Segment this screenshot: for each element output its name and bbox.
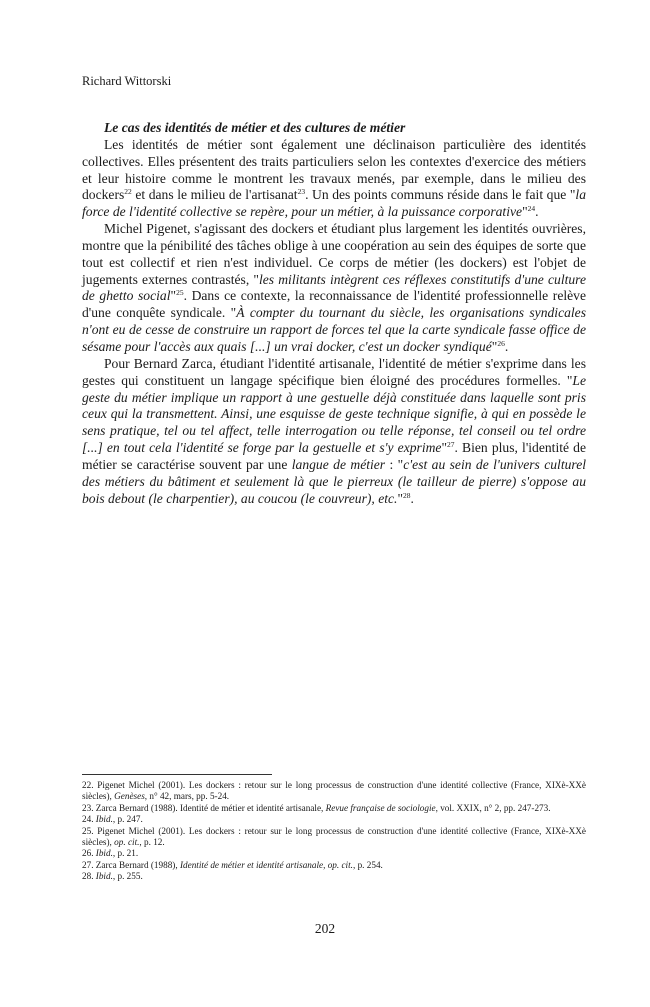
footnote-italic: op. cit.: [114, 837, 140, 848]
footnote-italic: Revue française de sociologie: [325, 802, 436, 813]
paragraph-italic: c'est au sein de l'univers culturel des métiers du bâtiment et seulement là que le pierreux (le tailleur de pierre) s'oppose au bois debout (le charpentier), au coucou (le couvreur), etc.: [82, 456, 587, 506]
footnote-ref: 23: [297, 187, 306, 197]
footnote-italic: Ibid.: [95, 848, 113, 859]
footnote-text: 26.: [82, 848, 96, 859]
paragraph-text: . Bien plus, l'identité de métier se caractérise souvent par une: [82, 440, 586, 472]
footnote-italic: Identité de métier et identité artisanale, op. cit.: [179, 859, 353, 870]
paragraph-text: : ": [385, 456, 404, 472]
footnote: [82, 848, 586, 859]
footnote: [82, 780, 586, 803]
paragraph-italic: langue de métier: [291, 456, 386, 472]
footnote-text: 22. Pigenet Michel (2001). Les dockers : retour sur le long processus de construction d'une identité collective (France, XIXè-XXè siècles),: [82, 780, 586, 802]
footnote-text: , p. 254.: [352, 859, 383, 870]
running-header-author: Richard Wittorski: [82, 74, 172, 88]
footnote-text: , vol. XXIX, n° 2, pp. 247-273.: [435, 802, 551, 813]
footnote-ref: 24: [527, 204, 536, 214]
paragraph: [82, 356, 586, 508]
footnote-text: , p. 255.: [112, 871, 143, 882]
footnote-separator: [82, 774, 272, 775]
footnote: [82, 871, 586, 882]
footnote: [82, 814, 586, 825]
footnotes-list: [82, 780, 586, 883]
body-text: [82, 120, 586, 507]
footnote-ref: 22: [124, 187, 132, 197]
paragraph: [82, 137, 586, 221]
paragraph-text: ": [441, 440, 448, 456]
footnote-text: 28.: [82, 871, 96, 882]
paragraph-text: Pour Bernard Zarca, étudiant l'identité artisanale, l'identité de métier s'exprime dans les gestes qui constituent un langage spécifique bien éloigné des procédures formelles. ": [82, 355, 586, 388]
footnote-text: , p. 12.: [139, 837, 165, 848]
paragraph-italic: la force de l'identité collective se repère, pour un métier, à la puissance corporative: [82, 187, 586, 220]
footnote-ref: 28: [403, 490, 411, 500]
footnote: [82, 803, 586, 814]
paragraph-text: et dans le milieu de l'artisanat: [131, 187, 298, 203]
paragraph-text: Michel Pigenet, s'agissant des dockers et étudiant plus largement les identités ouvrières, montre que la pénibilité des tâches oblige à une coopération au sein des équipes de sorte que tout est collectif et rien n'est individuel. Ce corps de métier (les dockers) est l'objet de jugements externes contrastés, ": [82, 221, 586, 287]
paragraph: [82, 221, 586, 356]
paragraph-text: ": [170, 288, 177, 304]
paragraph-text: . Un des points communs réside dans le fait que ": [305, 187, 576, 203]
footnote-text: 24.: [82, 814, 96, 825]
footnote-text: , n° 42, mars, pp. 5-24.: [144, 791, 230, 802]
paragraph-italic: Le geste du métier implique un rapport à une gestuelle déjà constituée dans laquelle sont pris ceux qui la transmettent. Ainsi, une esquisse de geste technique signifie, à qui en possède le sens pratique, tel ou tel affect, telle interrogation ou telle réponse, tel conseil ou tel ordre [...] en tout cela l'identité se forge par la gestuelle et s'y exprime: [82, 372, 586, 456]
paragraph-text: ": [397, 490, 404, 506]
paragraph-text: ": [522, 204, 528, 220]
paragraph-text: . Dans ce contexte, la reconnaissance de l'identité professionnelle relève d'une conquête syndicale. ": [82, 288, 587, 321]
paragraph-text: .: [535, 204, 539, 220]
footnote-italic: Genèses: [114, 791, 145, 802]
footnote-ref: 25: [176, 288, 184, 298]
paragraph-text: .: [504, 338, 509, 354]
footnote-text: 27. Zarca Bernard (1988),: [82, 859, 180, 870]
section-title: Le cas des identités de métier et des cultures de métier: [104, 120, 406, 135]
footnote: [82, 860, 586, 871]
paragraph-text: .: [410, 490, 414, 506]
footnote-ref: 26: [497, 338, 505, 348]
paragraph-italic: les militants intègrent ces réflexes constitutifs d'une culture de ghetto social: [82, 271, 586, 304]
footnote-italic: Ibid.: [95, 871, 113, 882]
paragraph-text: ": [491, 338, 498, 354]
footnote-text: , p. 247.: [112, 814, 143, 825]
footnote-ref: 27: [447, 440, 455, 450]
paragraph-text: Les identités de métier sont également une déclinaison particulière des identités collectives. Elles présentent des traits particuliers selon les contextes d'exercice des métiers et leur histoire comme le montrent les travaux menés, par exemple, dans le milieu des dockers: [82, 136, 586, 203]
footnote-text: 25. Pigenet Michel (2001). Les dockers : retour sur le long processus de construction d'une identité collective (France, XIXè-XXè siècles),: [82, 825, 586, 848]
footnote-italic: Ibid.: [95, 814, 113, 825]
footnote-text: 23. Zarca Bernard (1988). Identité de métier et identité artisanale,: [82, 802, 326, 813]
paragraph-italic: À compter du tournant du siècle, les organisations syndicales n'ont eu de cesse de construire un rapport de forces tel que la carte syndicale fasse office de sésame pour l'accès aux quais [...] un vrai docker, c'est un docker syndiqué: [82, 305, 586, 354]
footnote: [82, 826, 586, 849]
page-number: 202: [314, 921, 336, 936]
footnote-text: , p. 21.: [112, 848, 139, 859]
